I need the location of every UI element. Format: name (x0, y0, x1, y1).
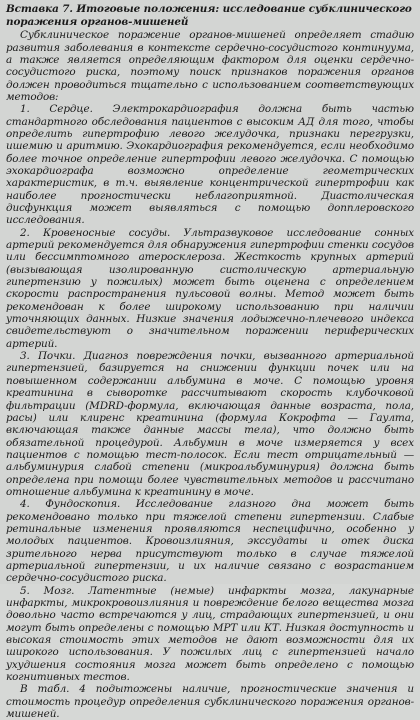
vessels-paragraph: 2. Кровеносные сосуды. Ультразвуковое исследование сонных артерий рекомендуется для обнаружения гипертрофии стенки сосудов или бессимптомного атеросклероза. Жесткость крупных артерий (вызывающая изолированную систолическую артериальную гипертензию у пожилых) может быть оценена с определением скорости распространения пульсовой волны. Метод может быть рекомендован к более широкому использованию при наличии уточняющих данных. Низкие значения лодыжечно-плечевого индекса свидетельствуют о значительном поражении периферических артерий. (6, 226, 414, 350)
brain-paragraph: 5. Мозг. Латентные (немые) инфаркты мозга, лакунарные инфаркты, микрокровоизлияния и повреждение белого вещества мозга довольно часто встречаются у лиц, страдающих гипертензией, и они могут быть определены с помощью МРТ или КТ. Низкая доступность и высокая стоимость этих методов не дают возможности для их широкого использования. У пожилых лиц с гипертензией начало ухудшения состояния мозга может быть определено с помощью когнитивных тестов. (6, 584, 414, 684)
kidney-paragraph: 3. Почки. Диагноз повреждения почки, вызванного артериальной гипертензией, базируется на снижении функции почек или на повышенном содержании альбумина в моче. С помощью уровня креатинина в сыворотке рассчитывают скорость клубочковой фильтрации (MDRD-формула, включающая данные возраста, пола, расы) или клиренс креатинина (формула Кокрофта — Гаулта, включающая также данные массы тела), что должно быть обязательной процедурой. Альбумин в моче измеряется у всех пациентов с помощью тест-полосок. Если тест отрицательный — альбуминурия слабой степени (микроальбуминурия) должна быть определена при помощи более чувствительных методов и рассчитано отношение альбумина к креатинину в моче. (6, 350, 414, 498)
intro-paragraph: Субклиническое поражение органов-мишеней определяет стадию развития заболевания в контексте сердечно-сосудистого континуума, а также является определяющим фактором для оценки сердечно-сосудистого риска, поэтому поиск признаков поражения органов должен проводиться тщательно с использованием соответствующих методов: (6, 29, 414, 103)
summary-paragraph: В табл. 4 подытожены наличие, прогностические значения и стоимость процедур определения субклинического поражения органов-мишеней. (6, 683, 414, 720)
heart-paragraph: 1. Сердце. Электрокардиография должна быть частью стандартного обследования пациентов с высоким АД для того, чтобы определить гипертрофию левого желудочка, признаки перегрузки, ишемию и аритмию. Эхокардиография рекомендуется, если необходимо более точное определение гипертрофии левого желудочка. С помощью эхокардиографа возможно определение геометрических характеристик, в т.ч. выявление концентрической гипертрофии как наиболее прогностически неблагоприятной. Диастолическая дисфункция может выявляться с помощью допплеровского исследования. (6, 103, 414, 227)
fundoscopy-paragraph: 4. Фундоскопия. Исследование глазного дна может быть рекомендовано только при тяжелой степени гипертензии. Слабые ретинальные изменения проявляются неспецифично, особенно у молодых пациентов. Кровоизлияния, экссудаты и отек диска зрительного нерва присутствуют только в случае тяжелой артериальной гипертензии, и их наличие связано с возрастанием сердечно-сосудистого риска. (6, 498, 414, 585)
insert-title: Вставка 7. Итоговые положения: исследование субклинического поражения органов-мишеней (6, 3, 412, 28)
